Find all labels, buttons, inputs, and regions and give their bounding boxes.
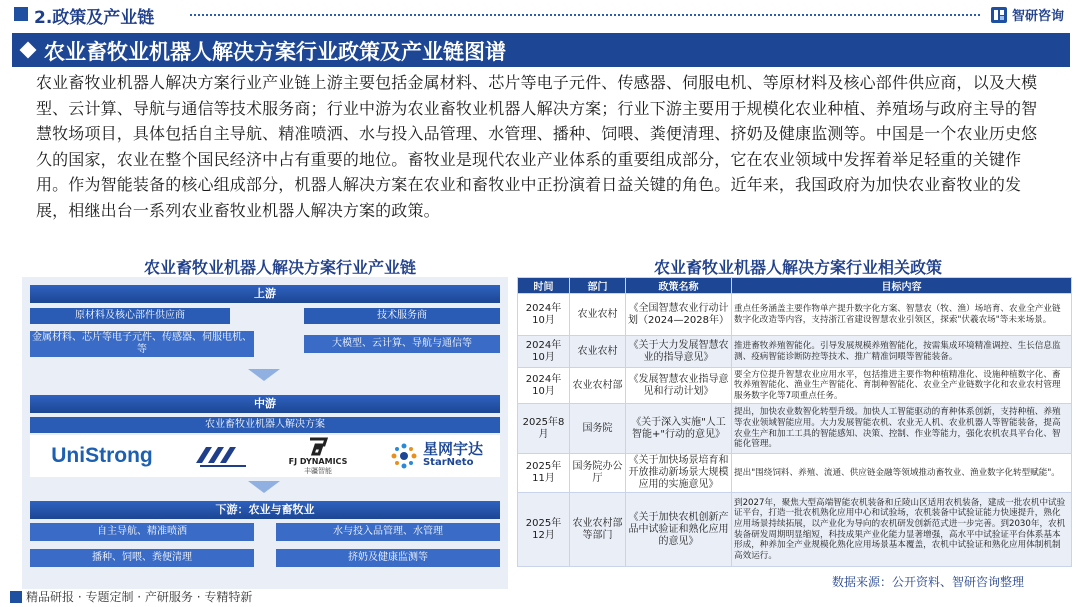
upstream-right-category: 技术服务商 bbox=[304, 308, 500, 324]
section-title: 2.政策及产业链 bbox=[34, 8, 155, 28]
company-subname: StarNeto bbox=[422, 457, 474, 468]
policy-time: 2024年10月 bbox=[518, 294, 570, 336]
column-header: 部门 bbox=[570, 278, 626, 294]
policy-dept: 国务院 bbox=[570, 404, 626, 454]
chain-title: 农业畜牧业机器人解决方案行业产业链 bbox=[143, 258, 416, 277]
policy-content: 提出，加快农业数智化转型升级。加快人工智能驱动的育种体系创新，支持种植、养殖等农业领域智能应用。大力发展智能农机、农业无人机、农业机器人等智能装备，提高农业生产和加工工具的智能感知、决策、控制、作业等能力，强化农机农具平台化、智能化管理。 bbox=[732, 404, 1072, 454]
upstream-header: 上游 bbox=[30, 285, 500, 303]
policy-title: 农业畜牧业机器人解决方案行业相关政策 bbox=[653, 258, 942, 277]
policy-dept: 农业农村部等部门 bbox=[570, 493, 626, 567]
policy-content: 重点任务涵盖主要作物单产提升数字化方案、智慧农（牧、渔）场培育、农业全产业链数字化改造等内容，支持浙江省建设智慧农业引领区，探索"伏羲农场"等未来场景。 bbox=[732, 294, 1072, 336]
table-row bbox=[518, 336, 1072, 368]
intro-paragraph: 农业畜牧业机器人解决方案行业产业链上游主要包括金属材料、芯片等电子元件、传感器、伺服电机、等原材料及核心部件供应商，以及大模型、云计算、导航与通信等技术服务商；行业中游为农业畜牧业机器人解决方案；行业下游主要用于规模化农业种植、养殖场与政府主导的智慧牧场项目，具体包括自主导航、精准喷洒、水与投入品管理、水管理、播种、饲喂、粪便清理、挤奶及健康监测等。中国是一个农业历史悠久的国家，农业在整个国民经济中占有重要的地位。畜牧业是现代农业产业体系的重要组成部分，它在农业领域中发挥着举足轻重的关键作用。作为智能装备的核心组成部分，机器人解决方案在农业和畜牧业中正扮演着日益关键的角色。近年来，我国政府为加快农业畜牧业的发展，相继出台一系列农业畜牧业机器人解决方案的政策。 bbox=[36, 73, 1038, 220]
column-header: 政策名称 bbox=[626, 278, 732, 294]
policy-dept: 国务院办公厅 bbox=[570, 454, 626, 493]
policy-table bbox=[517, 277, 1072, 567]
footer-tagline-text: 精品研报 · 专题定制 · 产研服务 · 专精特新 bbox=[26, 590, 253, 604]
company-subname: 丰疆智能 bbox=[304, 466, 332, 475]
downstream-header: 下游：农业与畜牧业 bbox=[30, 501, 500, 519]
industry-chain-diagram bbox=[22, 277, 508, 589]
upstream-right-items: 大模型、云计算、导航与通信等 bbox=[304, 335, 500, 353]
data-source: 数据来源：公开资料、智研咨询整理 bbox=[832, 575, 1025, 589]
company-name: FJ DYNAMICS bbox=[288, 456, 348, 466]
brand-name: 智研咨询 bbox=[1012, 9, 1065, 24]
policy-name: 《关于加快场景培育和开放推动新场景大规模应用的实施意见》 bbox=[626, 454, 732, 493]
upstream-left-category: 原材料及核心部件供应商 bbox=[30, 308, 230, 324]
down-arrow-icon bbox=[248, 481, 280, 493]
policy-content: 推进畜牧养殖智能化。引导发展规模养殖智能化，按需集成环境精准调控、生长信息监测、疫病智能诊断防控等技术、推广精准饲喂等智能装备。 bbox=[732, 336, 1072, 368]
table-row bbox=[518, 368, 1072, 404]
midstream-company-logos bbox=[30, 435, 500, 477]
policy-name: 《关于深入实施"人工智能+"行动的意见》 bbox=[626, 404, 732, 454]
policy-content: 提出"围绕饲料、养殖、流通、供应链金融等领域推动畜牧业、渔业数字化转型赋能"。 bbox=[732, 454, 1072, 493]
top-header bbox=[0, 0, 1080, 30]
footer-tagline bbox=[10, 588, 252, 605]
bookmark-icon bbox=[10, 591, 22, 603]
midstream-header: 中游 bbox=[30, 395, 500, 413]
starneto-logo bbox=[374, 435, 498, 477]
policy-dept: 农业农村 bbox=[570, 336, 626, 368]
policy-time: 2025年8月 bbox=[518, 404, 570, 454]
policy-name: 《关于加快农机创新产品中试验证和熟化应用的意见》 bbox=[626, 493, 732, 567]
policy-dept: 农业农村 bbox=[570, 294, 626, 336]
policy-name: 《关于大力发展智慧农业的指导意见》 bbox=[626, 336, 732, 368]
policy-name: 《发展智慧农业指导意见和行动计划》 bbox=[626, 368, 732, 404]
column-header: 时间 bbox=[518, 278, 570, 294]
haka-logo bbox=[178, 435, 268, 477]
downstream-item: 水与投入品管理、水管理 bbox=[276, 523, 500, 541]
table-row bbox=[518, 493, 1072, 567]
upstream-left-items: 金属材料、芯片等电子元件、传感器、伺服电机、等 bbox=[32, 332, 252, 355]
policy-name: 《全国智慧农业行动计划（2024—2028年） bbox=[626, 294, 732, 336]
down-arrow-icon bbox=[248, 369, 280, 381]
policy-dept: 农业农村部 bbox=[570, 368, 626, 404]
starneto-logo-icon bbox=[389, 441, 419, 471]
downstream-item: 播种、饲喂、粪便清理 bbox=[30, 549, 254, 567]
policy-content: 到2027年，聚焦大型高端智能农机装备和丘陵山区适用农机装备，建成一批农机中试验证平台，打造一批农机熟化应用中心和试验场，农机装备中试验证能力快速提升，熟化应用场景持续拓展，以产业化为导向的农机研发创新范式进一步完善。到2030年，农机装备研发周期明显缩短，科技成果产业化能力显著增强，高水平中试验证平台体系基本形成，种养加全产业规模化熟化应用场景基本覆盖，农机中试验证和熟化应用体制机制高效运行。 bbox=[732, 493, 1072, 567]
title-banner bbox=[12, 33, 1070, 67]
unistrong-logo bbox=[32, 435, 172, 477]
chyxx-logo-icon bbox=[990, 6, 1008, 24]
fj-dynamics-logo-icon bbox=[307, 437, 329, 457]
company-name: UniStrong bbox=[51, 444, 153, 467]
downstream-item: 挤奶及健康监测等 bbox=[276, 549, 500, 567]
table-row bbox=[518, 404, 1072, 454]
policy-time: 2024年10月 bbox=[518, 368, 570, 404]
policy-content: 要全方位提升智慧农业应用水平，包括推进主要作物种植精准化、设施种植数字化、畜牧养殖智能化、渔业生产智能化、育制种智能化、农业全产业链数字化和农业农村管理服务数字化等7项重点任务。 bbox=[732, 368, 1072, 404]
page-title: 农业畜牧业机器人解决方案行业政策及产业链图谱 bbox=[44, 40, 506, 64]
column-header: 目标内容 bbox=[732, 278, 1072, 294]
policy-time: 2025年12月 bbox=[518, 493, 570, 567]
brand-logo bbox=[990, 5, 1064, 24]
diamond-icon bbox=[20, 42, 37, 59]
midstream-category: 农业畜牧业机器人解决方案 bbox=[30, 417, 500, 433]
table-row bbox=[518, 294, 1072, 336]
fj-dynamics-logo bbox=[270, 435, 366, 477]
policy-time: 2024年10月 bbox=[518, 336, 570, 368]
section-marker-icon bbox=[14, 7, 28, 21]
policy-time: 2025年11月 bbox=[518, 454, 570, 493]
haka-logo-icon bbox=[192, 443, 254, 469]
table-row bbox=[518, 454, 1072, 493]
dotted-divider bbox=[190, 14, 980, 16]
downstream-item: 自主导航、精准喷洒 bbox=[30, 523, 254, 541]
table-header-row bbox=[518, 278, 1072, 294]
company-name: 星网宇达 bbox=[422, 440, 483, 458]
